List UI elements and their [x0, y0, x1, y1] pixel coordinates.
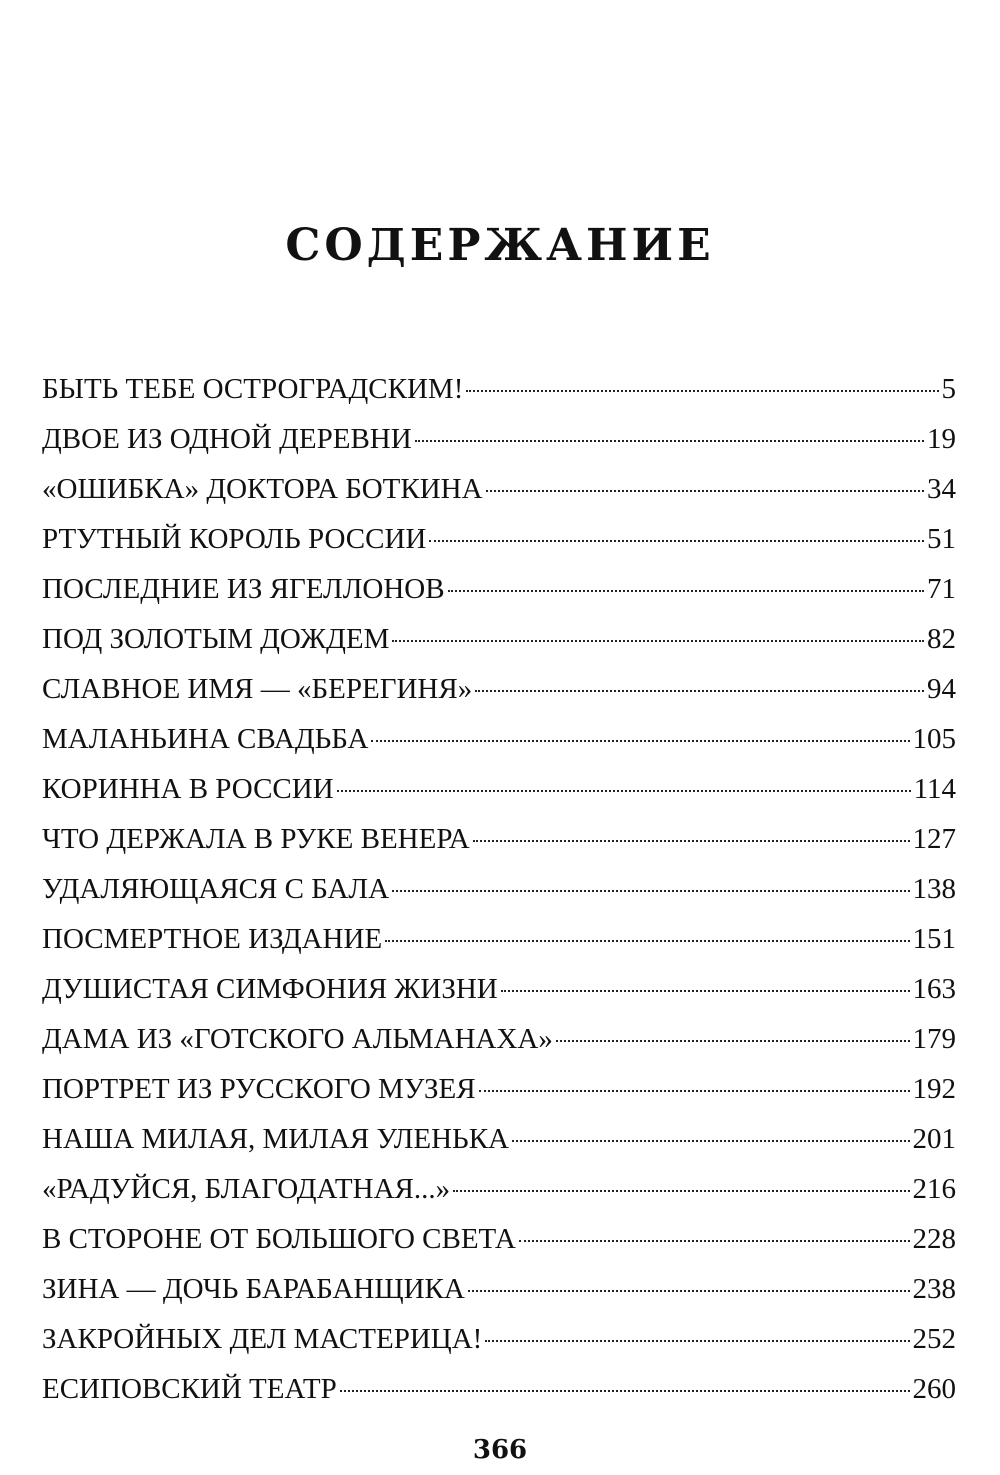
toc-entry-title: УДАЛЯЮЩАЯСЯ С БАЛА	[42, 873, 390, 905]
toc-entry-page: 127	[912, 823, 956, 855]
toc-entry-page: 34	[927, 473, 956, 505]
toc-entry-page: 228	[912, 1223, 956, 1255]
toc-entry	[42, 564, 956, 614]
table-of-contents	[42, 364, 956, 1414]
toc-entry	[42, 1364, 956, 1414]
toc-entry	[42, 364, 956, 414]
toc-entry	[42, 1264, 956, 1314]
toc-dot-leader	[473, 838, 910, 842]
toc-dot-leader	[468, 1288, 910, 1292]
toc-dot-leader	[392, 638, 924, 642]
toc-entry	[42, 1064, 956, 1114]
toc-dot-leader	[486, 488, 924, 492]
toc-entry	[42, 464, 956, 514]
toc-entry-page: 94	[927, 673, 956, 705]
toc-entry-title: В СТОРОНЕ ОТ БОЛЬШОГО СВЕТА	[42, 1223, 516, 1255]
toc-dot-leader	[519, 1238, 910, 1242]
toc-entry-title: ПОРТРЕТ ИЗ РУССКОГО МУЗЕЯ	[42, 1073, 476, 1105]
toc-entry-page: 238	[912, 1273, 956, 1305]
toc-entry-page: 51	[927, 523, 956, 555]
toc-entry-page: 114	[913, 773, 956, 805]
page-number: 366	[472, 1435, 528, 1465]
toc-entry	[42, 914, 956, 964]
toc-entry	[42, 964, 956, 1014]
toc-entry-page: 179	[912, 1023, 956, 1055]
toc-dot-leader	[415, 438, 924, 442]
toc-dot-leader	[448, 588, 924, 592]
toc-entry-page: 5	[941, 373, 956, 405]
toc-entry	[42, 1014, 956, 1064]
toc-entry-page: 192	[912, 1073, 956, 1105]
toc-dot-leader	[556, 1038, 910, 1042]
toc-entry-title: ПОСМЕРТНОЕ ИЗДАНИЕ	[42, 923, 383, 955]
toc-entry	[42, 514, 956, 564]
toc-entry-page: 19	[927, 423, 956, 455]
toc-entry-title: СЛАВНОЕ ИМЯ — «БЕРЕГИНЯ»	[42, 673, 473, 705]
toc-entry-page: 216	[912, 1173, 956, 1205]
toc-entry	[42, 864, 956, 914]
toc-entry-title: ПОСЛЕДНИЕ ИЗ ЯГЕЛЛОНОВ	[42, 573, 445, 605]
toc-entry	[42, 1214, 956, 1264]
toc-entry-title: ЕСИПОВСКИЙ ТЕАТР	[42, 1373, 337, 1405]
toc-entry-title: «ОШИБКА» ДОКТОРА БОТКИНА	[42, 473, 483, 505]
toc-entry-page: 260	[912, 1373, 956, 1405]
toc-entry	[42, 1314, 956, 1364]
toc-dot-leader	[385, 938, 909, 942]
toc-entry-page: 105	[912, 723, 956, 755]
toc-entry	[42, 414, 956, 464]
toc-entry-page: 82	[927, 623, 956, 655]
toc-entry-page: 151	[912, 923, 956, 955]
toc-entry-title: ДВОЕ ИЗ ОДНОЙ ДЕРЕВНИ	[42, 423, 412, 455]
toc-dot-leader	[475, 688, 924, 692]
toc-dot-leader	[453, 1188, 909, 1192]
toc-dot-leader	[485, 1338, 909, 1342]
toc-entry	[42, 664, 956, 714]
toc-entry-title: ДУШИСТАЯ СИМФОНИЯ ЖИЗНИ	[42, 973, 498, 1005]
toc-dot-leader	[512, 1138, 910, 1142]
toc-dot-leader	[371, 738, 909, 742]
toc-entry-title: БЫТЬ ТЕБЕ ОСТРОГРАДСКИМ!	[42, 373, 464, 405]
toc-dot-leader	[429, 538, 924, 542]
toc-entry	[42, 814, 956, 864]
toc-entry-page: 252	[912, 1323, 956, 1355]
toc-entry	[42, 714, 956, 764]
toc-entry-title: ЧТО ДЕРЖАЛА В РУКЕ ВЕНЕРА	[42, 823, 470, 855]
toc-entry-title: «РАДУЙСЯ, БЛАГОДАТНАЯ...»	[42, 1173, 451, 1205]
toc-entry-title: РТУТНЫЙ КОРОЛЬ РОССИИ	[42, 523, 427, 555]
toc-dot-leader	[479, 1088, 910, 1092]
toc-entry	[42, 764, 956, 814]
toc-dot-leader	[392, 888, 909, 892]
toc-entry-title: ПОД ЗОЛОТЫМ ДОЖДЕМ	[42, 623, 390, 655]
toc-entry-page: 163	[912, 973, 956, 1005]
toc-entry-title: МАЛАНЬИНА СВАДЬБА	[42, 723, 369, 755]
toc-entry	[42, 1164, 956, 1214]
page-title: СОДЕРЖАНИЕ	[285, 220, 715, 271]
toc-dot-leader	[466, 388, 938, 392]
toc-dot-leader	[337, 788, 911, 792]
toc-entry	[42, 614, 956, 664]
toc-entry-title: ДАМА ИЗ «ГОТСКОГО АЛЬМАНАХА»	[42, 1023, 553, 1055]
toc-entry-title: КОРИННА В РОССИИ	[42, 773, 334, 805]
toc-entry	[42, 1114, 956, 1164]
toc-entry-title: ЗАКРОЙНЫХ ДЕЛ МАСТЕРИЦА!	[42, 1323, 483, 1355]
toc-dot-leader	[501, 988, 910, 992]
toc-entry-title: НАША МИЛАЯ, МИЛАЯ УЛЕНЬКА	[42, 1123, 509, 1155]
toc-entry-page: 201	[912, 1123, 956, 1155]
toc-entry-page: 138	[912, 873, 956, 905]
toc-entry-title: ЗИНА — ДОЧЬ БАРАБАНЩИКА	[42, 1273, 465, 1305]
toc-dot-leader	[340, 1388, 910, 1392]
toc-entry-page: 71	[927, 573, 956, 605]
